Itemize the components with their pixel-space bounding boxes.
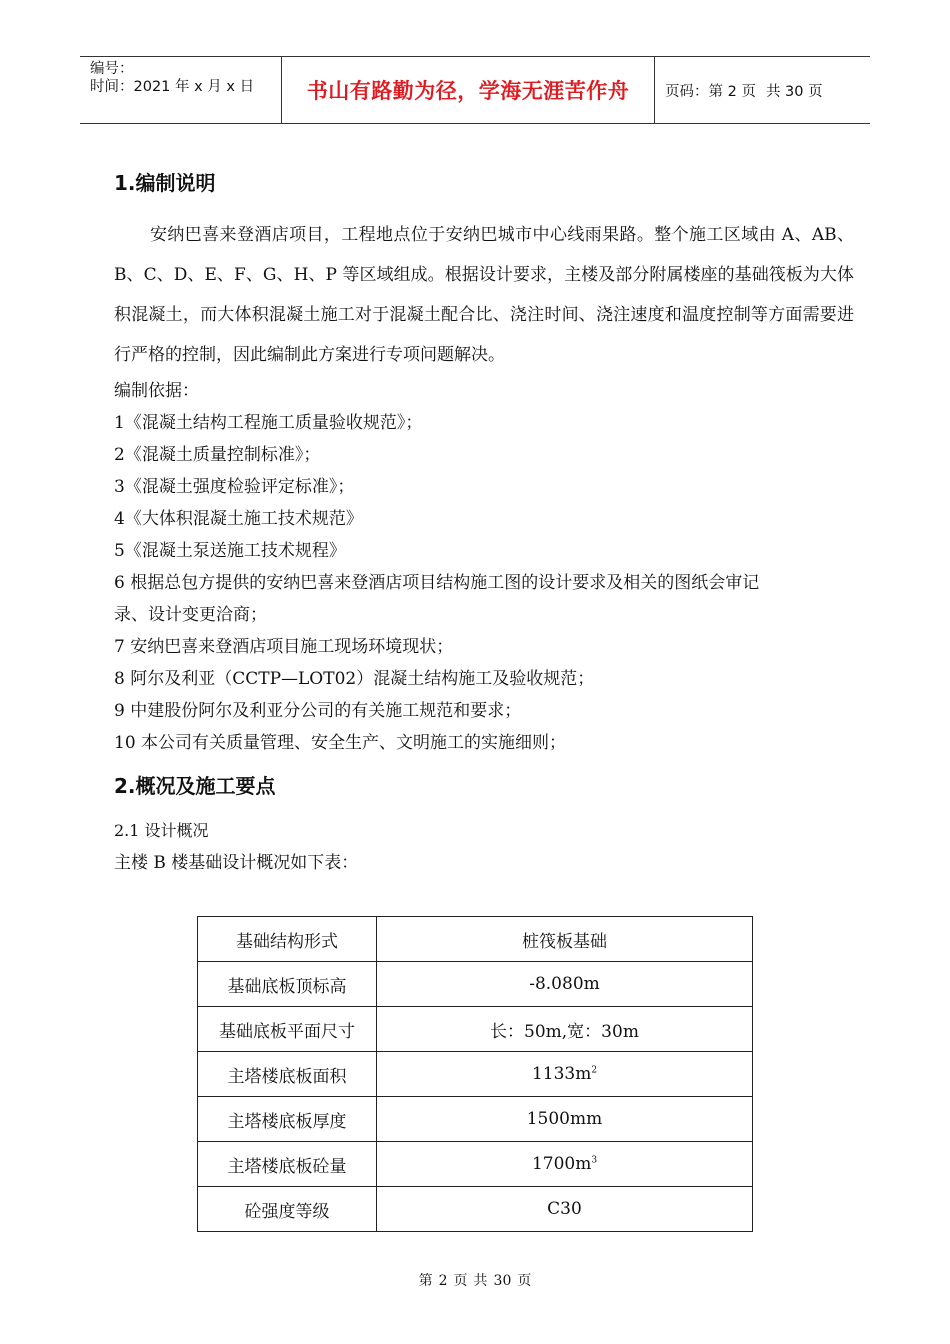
table-label: 砼强度等级 xyxy=(198,1187,377,1232)
basis-item: 1《混凝土结构工程施工质量验收规范》； xyxy=(114,413,423,433)
table-label: 基础底板平面尺寸 xyxy=(198,1007,377,1052)
table-label: 主塔楼底板面积 xyxy=(198,1052,377,1097)
table-label: 主塔楼底板厚度 xyxy=(198,1097,377,1142)
basis-item: 4《大体积混凝土施工技术规范》 xyxy=(114,509,363,529)
header-time: 时间：2021 年 x 月 x 日 xyxy=(90,79,255,95)
table-row xyxy=(198,1052,753,1097)
page-header xyxy=(80,56,870,124)
header-motto: 书山有路勤为径，学海无涯苦作舟 xyxy=(306,79,630,103)
table-value: 桩筏板基础 xyxy=(377,917,753,962)
table-value: -8.080m xyxy=(377,962,753,1007)
footer-page-number: 2 xyxy=(438,1273,448,1289)
header-meta xyxy=(80,57,282,123)
section-2-subtitle: 2.1 设计概况 xyxy=(114,821,209,840)
basis-title: 编制依据： xyxy=(114,381,199,401)
table-value: $1133m^2$ xyxy=(377,1052,753,1097)
table-label: 基础底板顶标高 xyxy=(198,962,377,1007)
footer-part: 共 xyxy=(473,1273,488,1289)
table-value: 长：50m,宽：30m xyxy=(377,1007,753,1052)
basis-item: 7 安纳巴喜来登酒店项目施工现场环境现状； xyxy=(114,637,454,657)
table-value: 1500mm xyxy=(377,1097,753,1142)
header-page-info xyxy=(655,57,870,123)
basis-item: 10 本公司有关质量管理、安全生产、文明施工的实施细则； xyxy=(114,733,567,753)
basis-item: 2《混凝土质量控制标准》； xyxy=(114,445,321,465)
basis-item: 5《混凝土泵送施工技术规程》 xyxy=(114,541,346,561)
table-row xyxy=(198,1142,753,1187)
header-total: 共 30 页 xyxy=(765,83,823,100)
section-1-title: 1.编制说明 xyxy=(114,171,216,195)
table-row xyxy=(198,1187,753,1232)
foundation-table xyxy=(197,916,753,1232)
table-value: C30 xyxy=(377,1187,753,1232)
basis-item: 9 中建股份阿尔及利亚分公司的有关施工规范和要求； xyxy=(114,701,522,721)
basis-item: 6 根据总包方提供的安纳巴喜来登酒店项目结构施工图的设计要求及相关的图纸会审记 xyxy=(114,573,760,593)
footer-part: 页 xyxy=(517,1273,532,1289)
footer-part: 页 xyxy=(453,1273,468,1289)
page-footer xyxy=(0,1270,950,1290)
table-row xyxy=(198,1007,753,1052)
document-body xyxy=(114,168,854,879)
table-value: $1700m^3$ xyxy=(377,1142,753,1187)
basis-item: 8 阿尔及利亚（CCTP—LOT02）混凝土结构施工及验收规范； xyxy=(114,669,595,689)
header-number: 编号： xyxy=(90,61,134,77)
table-row xyxy=(198,962,753,1007)
table-label: 基础结构形式 xyxy=(198,917,377,962)
footer-total-pages: 30 xyxy=(493,1273,512,1289)
table-row xyxy=(198,1097,753,1142)
basis-item: 录、设计变更洽商； xyxy=(114,605,267,625)
footer-part: 第 xyxy=(418,1273,433,1289)
header-motto-cell xyxy=(282,57,655,123)
basis-item: 3《混凝土强度检验评定标准》； xyxy=(114,477,355,497)
table-label: 主塔楼底板砼量 xyxy=(198,1142,377,1187)
table-row xyxy=(198,917,753,962)
table-intro: 主楼 B 楼基础设计概况如下表： xyxy=(114,853,359,873)
header-page: 页码：第 2 页 xyxy=(665,83,756,100)
section-2-title: 2.概况及施工要点 xyxy=(114,774,276,798)
section-1-paragraph: 安纳巴喜来登酒店项目，工程地点位于安纳巴城市中心线雨果路。整个施工区域由 A、AB、B、C、D、E、F、G、H、P 等区域组成。根据设计要求，主楼及部分附属楼座的基础筏板为大体积混凝土，而大体积混凝土施工对于混凝土配合比、浇注时间、浇注速度和温度控制等方面需要进行严格的控制，因此编制此方案进行专项问题解决。 xyxy=(114,225,854,365)
